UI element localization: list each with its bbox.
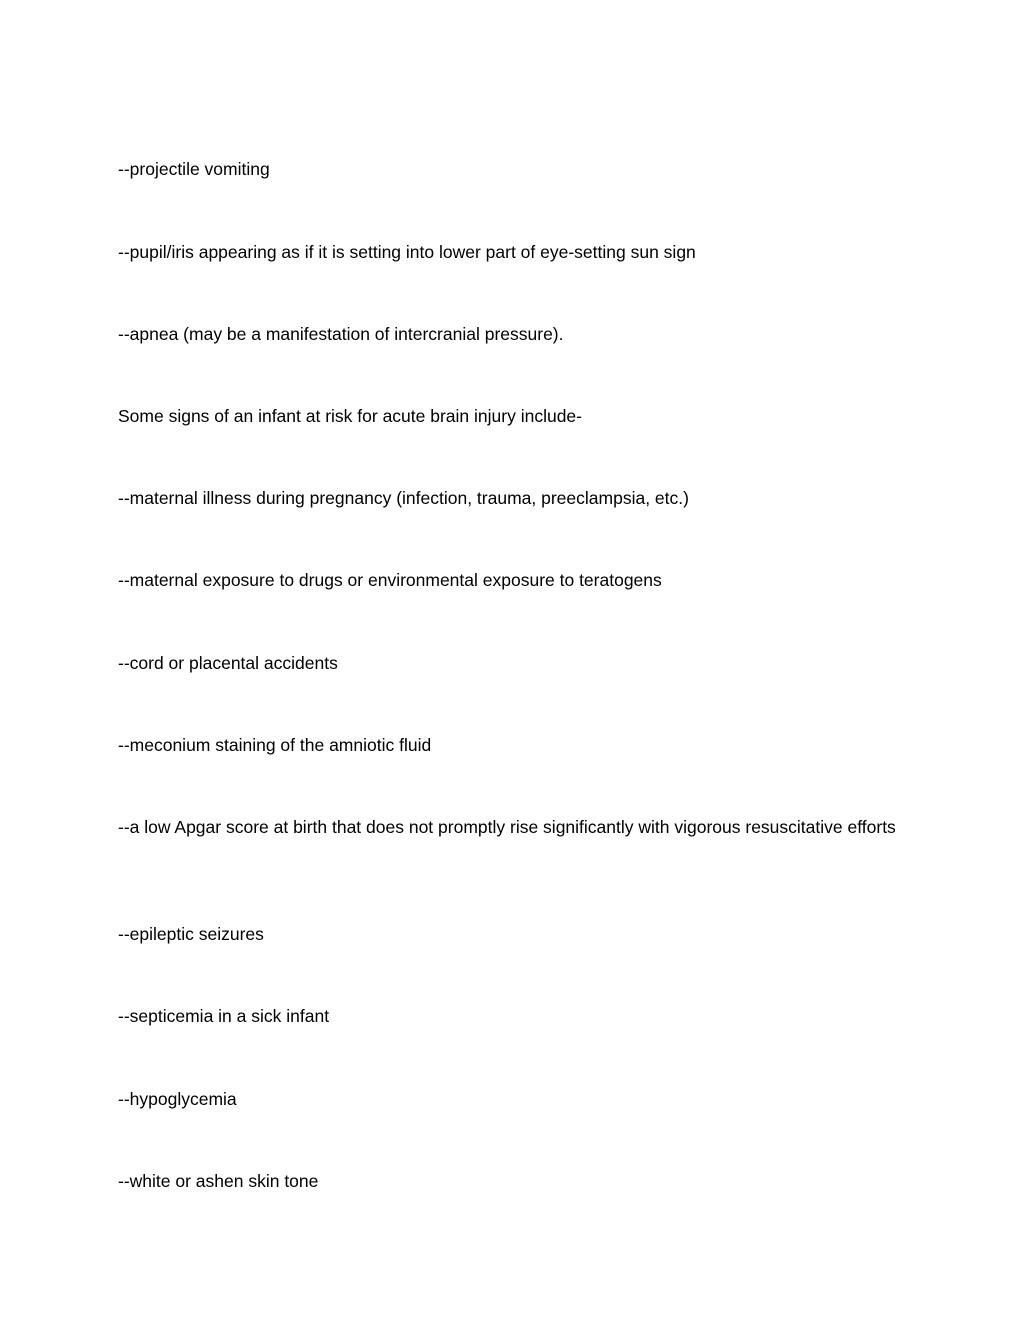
- list-item: --septicemia in a sick infant: [118, 1006, 330, 1026]
- list-item: --epileptic seizures: [118, 924, 264, 944]
- list-item: --white or ashen skin tone: [118, 1171, 319, 1191]
- list-item: --cord or placental accidents: [118, 653, 338, 673]
- list-item: --maternal illness during pregnancy (infection, trauma, preeclampsia, etc.): [118, 488, 689, 508]
- section-intro: Some signs of an infant at risk for acute brain injury include-: [118, 406, 582, 426]
- list-item: --meconium staining of the amniotic fluid: [118, 735, 432, 755]
- list-item: --apnea (may be a manifestation of intercranial pressure).: [118, 324, 564, 344]
- list-item: --projectile vomiting: [118, 159, 270, 179]
- list-item: --maternal exposure to drugs or environmental exposure to teratogens: [118, 570, 662, 590]
- list-item: --hypoglycemia: [118, 1089, 237, 1109]
- list-item: --a low Apgar score at birth that does not promptly rise significantly with vigorous resuscitative efforts: [118, 817, 896, 837]
- list-item: --pupil/iris appearing as if it is setting into lower part of eye-setting sun sign: [118, 242, 696, 262]
